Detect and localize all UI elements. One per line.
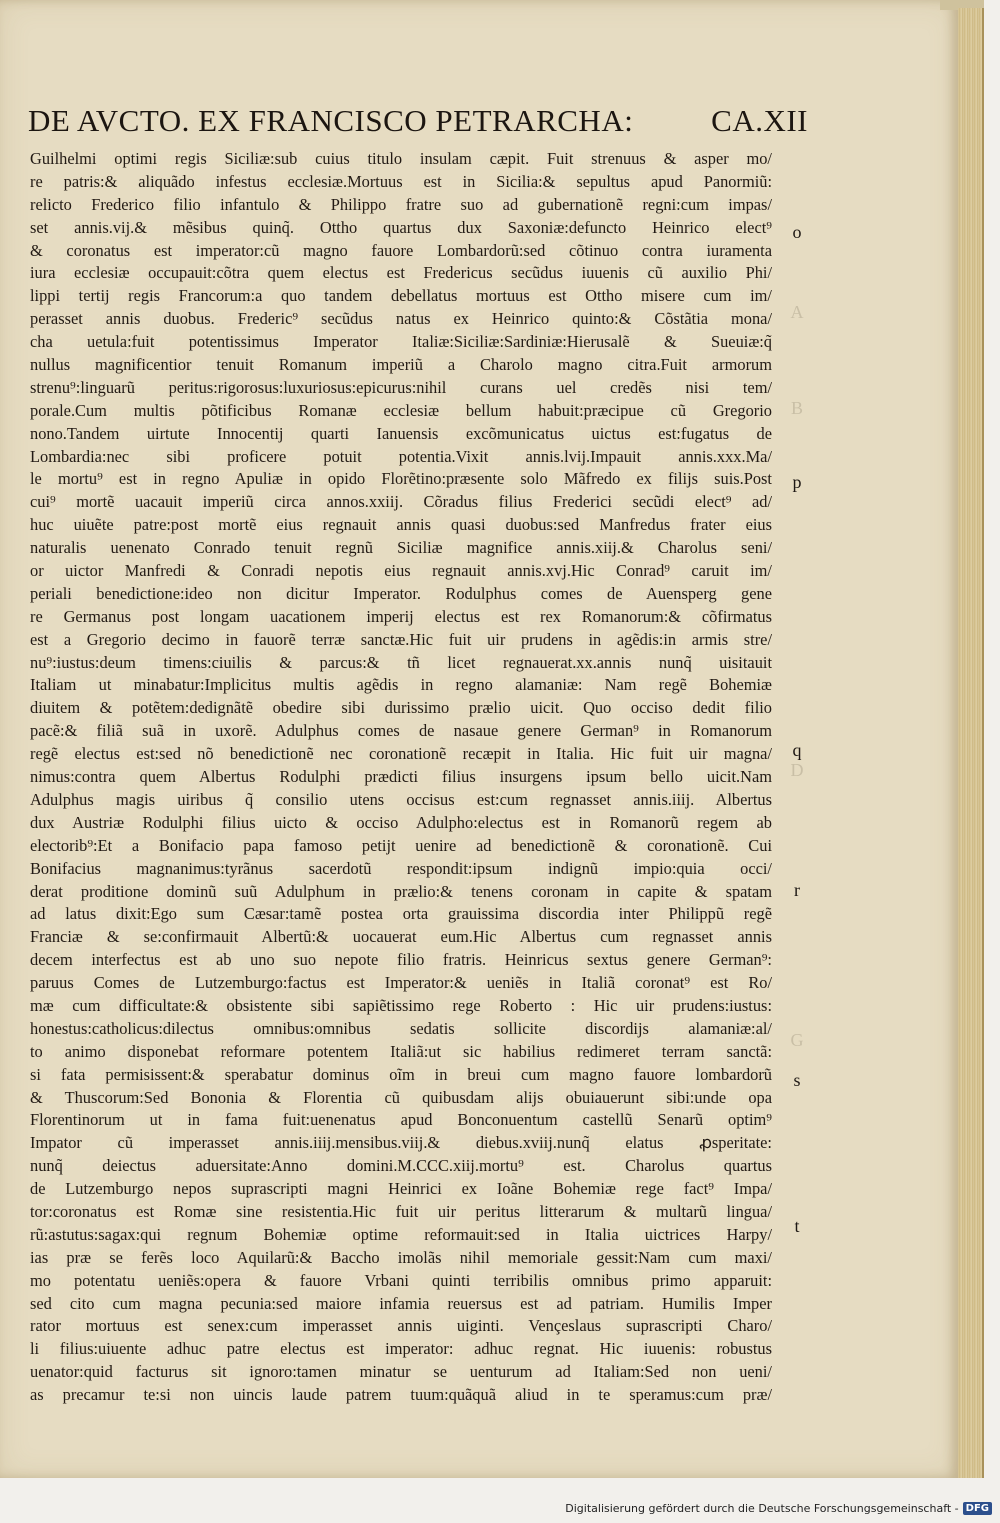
text-line: de Lutzemburgo nepos suprascripti magni Heinrici ex Ioãne Bohemiæ rege fact⁹ Impa/ xyxy=(30,1179,772,1199)
text-line: mæ cum difficultate:& obsistente sibi sapiẽtissimo rege Roberto : Hic uir prudens:iustus: xyxy=(30,995,772,1015)
text-line: re patris:& aliquãdo infestus ecclesiæ.Mortuus est in Sicilia:& sepultus apud Panormiũ: xyxy=(30,171,772,191)
text-line: pacẽ:& filiã suã in uxorẽ. Adulphus comes de nasaue genere German⁹ in Romanorum xyxy=(30,721,772,741)
text-line: ias præ se ferẽs loco Aquilarũ:& Baccho imolãs nihil memoriale gessit:Nam cum maxi/ xyxy=(30,1247,772,1267)
margin-letter: q xyxy=(792,740,802,760)
text-line: dux Austriæ Rodulphi filius uicto & occiso Adulpho:electus est in Romanorũ regem ab xyxy=(30,812,772,832)
text-line: porale.Cum multis põtificibus Romanæ ecclesiæ bellum habuit:præcipue cũ Gregorio xyxy=(30,400,772,420)
text-line: & Thuscorum:Sed Bononia & Florentia cũ quibusdam alijs obuiauerunt sibi:unde opa xyxy=(30,1087,772,1107)
running-header xyxy=(28,96,808,146)
text-line: le mortu⁹ est in regno Apuliæ in opido Florẽtino:præsente solo Mãfredo ex filijs suis.Post xyxy=(30,469,772,489)
text-line: Italiam ut minabatur:Implicitus multis agẽdis in regno alamaniæ: Nam regẽ Bohemiæ xyxy=(30,675,772,695)
text-line: derat proditione dominũ suũ Adulphum in prælio:& tenens coronam in capite & spatam xyxy=(30,881,772,901)
text-line: si fata permisissent:& sperabatur dominus oĩm in breui cum magno fauore lombardorũ xyxy=(30,1064,772,1084)
text-line: cha uetula:fuit potentissimus Imperator Italiæ:Siciliæ:Sardiniæ:Hierusalẽ & Sueuiæ:q̃ xyxy=(30,332,772,352)
text-line: Lombardia:nec sibi proficere potuit potentia.Vixit annis.lvij.Impauit annis.xxx.Ma/ xyxy=(30,446,772,466)
margin-letter: A xyxy=(790,302,804,322)
text-line: to animo disponebat reformare potentem Italiã:ut sic habilius redimeret terram sanctã: xyxy=(30,1041,772,1061)
margin-letter: B xyxy=(790,398,803,418)
text-line: tor:coronatus est Romæ sine resistentia.Hic fuit uir peritus litterarum & multarũ lingua/ xyxy=(30,1201,772,1221)
text-line: perasset annis duobus. Frederic⁹ secũdus natus ex Heinrico quinto:& Cõstãtia mona/ xyxy=(30,309,772,329)
margin-letter: o xyxy=(792,222,802,242)
text-line: & coronatus est imperator:cũ magno fauore Lombardorũ:sed cõtinuo contra iuramenta xyxy=(30,240,772,260)
text-line: strenu⁹:linguarũ peritus:rigorosus:luxuriosus:epicurus:nihil curans uel credẽs nisi tem/ xyxy=(30,377,772,397)
text-line: cui⁹ mortẽ uacauit imperiũ circa annos.xxiij. Cõradus filius Frederici secũdi elect⁹ ad/ xyxy=(30,492,772,512)
text-line: nono.Tandem uirtute Innocentij quarti Ianuensis excõmunicatus uictus est:fugatus de xyxy=(30,423,772,443)
text-line: li filius:uiuente adhuc patre electus est imperator: adhuc regnat. Hic iuuenis: robustus xyxy=(30,1339,772,1359)
footer xyxy=(0,1494,1000,1523)
text-line: re Germanus post longam uacationem imperij electus est rex Romanorum:& cõfirmatus xyxy=(30,606,772,626)
text-line: Franciæ & se:confirmauit Albertũ:& uocauerat eum.Hic Albertus cum regnasset annis xyxy=(30,927,772,947)
margin-letter: D xyxy=(790,760,804,780)
text-line: electorib⁹:Et a Bonifacio papa famoso petijt uenire ad benedictionẽ & coronationẽ. Cui xyxy=(30,835,772,855)
text-line: huc uiuẽte patre:post mortẽ eius regnauit annis quasi duobus:sed Manfredus frater eius xyxy=(30,515,772,535)
text-line: or uictor Manfredi & Conradi nepotis eius regnauit annis.xvj.Hic Conrad⁹ caruit im/ xyxy=(30,561,772,581)
text-line: paruus Comes de Lutzemburgo:factus est Imperator:& ueniẽs in Italiã coronat⁹ est Ro/ xyxy=(30,973,772,993)
text-line: Guilhelmi optimi regis Siciliæ:sub cuius titulo insulam cæpit. Fuit strenuus & asper mo/ xyxy=(30,149,772,168)
page-edges xyxy=(958,8,984,1478)
text-line: est a Gregorio decimo in fauorẽ terræ sanctæ.Hic fuit uir prudens in agẽdis:in armis stre/ xyxy=(30,629,772,649)
margin-letter: r xyxy=(794,880,800,900)
text-line: rator mortuus est senex:cum imperasset annis uiginti. Vençeslaus suprascripti Charo/ xyxy=(30,1316,772,1336)
margin-letter: t xyxy=(794,1216,800,1236)
header-title: DE AVCTO. EX FRANCISCO PETRARCHA: xyxy=(28,103,634,138)
text-line: ad latus dixit:Ego sum Cæsar:tamẽ postea orta grauissima discordia inter Philippũ regẽ xyxy=(30,904,772,924)
margin-letter: G xyxy=(790,1030,804,1050)
text-line: Adulphus magis uiribus q̃ consilio utens occisus est:cum regnasset annis.iiij. Albertus xyxy=(30,789,772,809)
dfg-logo: DFG xyxy=(963,1502,992,1515)
text-line: regẽ electus est:sed nõ benedictionẽ nec coronationẽ recæpit in Italia. Hic fuit uir magna/ xyxy=(30,744,772,764)
text-line: uenator:quid facturus sit ignoro:tamen minatur se uenturum ad Italiam:Sed non ueni/ xyxy=(30,1362,772,1382)
text-line: nu⁹:iustus:deum timens:ciuilis & parcus:& tñ licet regnauerat.xx.annis nunq̃ uisitauit xyxy=(30,652,772,672)
margin-letter: s xyxy=(793,1070,801,1090)
text-line: Impator cũ imperasset annis.iiij.mensibus.viij.& diebus.xviij.nunq̃ elatus ꝓsperitate: xyxy=(30,1133,772,1153)
text-line: Bonifacius magnanimus:tyrãnus sacerdotũ respondit:ipsum indignũ impio:quia occi/ xyxy=(30,858,772,878)
text-line: naturalis uenenato Conrado tenuit regnũ Siciliæ magnifice annis.xiij.& Charolus seni/ xyxy=(30,538,772,558)
text-line: sed cito cum magna pecunia:sed maiore infamia reuersus est ad patriam. Humilis Imper xyxy=(30,1293,772,1313)
text-line: mo potentatu ueniẽs:opera & fauore Vrbani quinti terribilis omnibus primo apparuit: xyxy=(30,1270,772,1290)
text-line: nullus magnificentior tenuit Romanum imperiũ a Charolo magno citra.Fuit armorum xyxy=(30,355,772,375)
text-line: as precamur te:si non uincis laude patrem tuum:quãquã aliud in te speramus:cum præ/ xyxy=(30,1385,772,1405)
footer-credit: Digitalisierung gefördert durch die Deutsche Forschungsgemeinschaft - xyxy=(565,1502,959,1515)
text-line: iura ecclesiæ occupauit:cõtra quem electus est Fredericus secũdus iuuenis cũ auxilio Phi/ xyxy=(30,263,772,283)
text-line: Florentinorum ut in fama fuit:uenenatus apud Bonconuentum castellũ Senarũ optim⁹ xyxy=(30,1110,772,1130)
text-line: diuitem & potẽtem:dedignãtẽ obedire sibi durissimo prælio uicit. Quo occiso dedit filio xyxy=(30,698,772,718)
text-line: honestus:catholicus:dilectus omnibus:omnibus sedatis sollicite discordijs alamaniæ:al/ xyxy=(30,1018,772,1038)
text-line: nimus:contra quem Albertus Rodulphi prædicti filius insurgens ipsum bello uicit.Nam xyxy=(30,767,772,787)
chapter-number: CA.XII xyxy=(711,103,808,138)
margin-letter: p xyxy=(792,472,802,492)
text-line: set annis.vij.& mẽsibus quinq̃. Ottho quartus dux Saxoniæ:defuncto Heinrico elect⁹ xyxy=(30,217,772,237)
text-line: lippi tertij regis Francorum:a quo tandem debellatus mortuus est Ottho misere cum im/ xyxy=(30,286,772,306)
text-line: rũ:astutus:sagax:qui regnum Bohemiæ optime reformauit:sed in Italia uictrices Harpy/ xyxy=(30,1224,772,1244)
text-line: nunq̃ deiectus aduersitate:Anno domini.M.CCC.xiij.mortu⁹ est. Charolus quartus xyxy=(30,1156,772,1176)
text-line: decem interfectus est ab uno suo nepote filio fratris. Heinricus sextus genere German⁹: xyxy=(30,950,772,970)
body-text xyxy=(30,148,772,1407)
text-line: periali benedictione:ideo non dicitur Imperator. Rodulphus comes de Auensperg gene xyxy=(30,583,772,603)
text-line: relicto Frederico filio infantulo & Philippo fratre suo ad gubernationẽ regni:cum impas/ xyxy=(30,194,772,214)
